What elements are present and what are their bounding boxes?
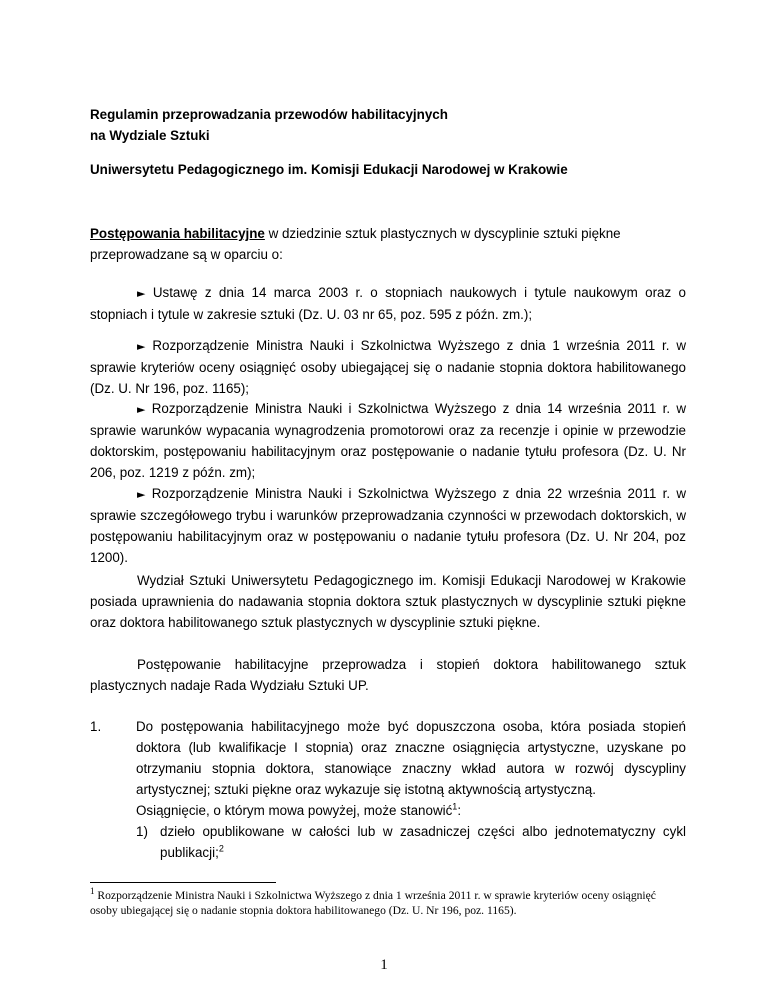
section-1-body: Do postępowania habilitacyjnego może być dopuszczona osoba, która posiada stopień doktora (lub kwalifikacje I stopnia) oraz znaczne osiągnięcia artystyczne, uzyskane po otrzymaniu stopnia doktora, stanowiące znaczny wkład autora w rozwój dyscypliny artystycznej; sztuki piękne oraz wykazuje się istotną aktywnością artystyczną. — [136, 719, 686, 797]
legal-basis-text: Rozporządzenie Ministra Nauki i Szkolnictwa Wyższego z dnia 22 września 2011 r. w sprawie szczegółowego trybu i warunków przeprowadzania czynności w przewodach doktorskich, w postępowaniu habilitacyjnym oraz w postępowaniu o nadanie tytułu profesora (Dz. U. Nr 204, poz 1200). — [90, 486, 686, 565]
legal-basis-item — [90, 282, 686, 325]
footnote-separator — [90, 882, 276, 883]
faculty-rights-paragraph: Wydział Sztuki Uniwersytetu Pedagogicznego im. Komisji Edukacji Narodowej w Krakowie posiada uprawnienia do nadawania stopnia doktora sztuk plastycznych w dyscyplinie sztuki piękne oraz doktora habilitowanego sztuk plastycznych w dyscyplinie sztuki piękne. — [90, 573, 686, 630]
achievement-intro: Osiągnięcie, o którym mowa powyżej, może stanowić$^1$: — [136, 801, 462, 818]
footnote-ref[interactable]: 2 — [218, 843, 224, 854]
intro-text: w dziedzinie sztuk plastycznych w dyscyplinie sztuki piękne przeprowadzane są w oparciu o: — [90, 226, 621, 262]
legal-basis-text: Rozporządzenie Ministra Nauki i Szkolnictwa Wyższego z dnia 14 września 2011 r. w sprawie warunków wypacania wynagrodzenia promotorowi oraz za recenzje i opinie w przewodzie doktorskim, postępowaniu habilitacyjnym oraz postępowanie o nadanie tytułu profesora (Dz. U. Nr 206, poz. 1219 z późn. zm); — [90, 401, 686, 480]
item-number: 1) — [136, 824, 148, 839]
bullet-arrow-icon: ► — [137, 403, 146, 416]
footnote-text: Rozporządzenie Ministra Nauki i Szkolnictwa Wyższego z dnia 1 września 2011 r. w sprawie kryteriów oceny osiągnięć osoby ubiegającej się o nadanie stopnia doktora habilitowanego (Dz. U. Nr 196, poz. 1165). — [90, 889, 656, 917]
footnote-ref[interactable]: 1 — [452, 801, 458, 812]
title-line-2: na Wydziale Sztuki — [90, 128, 210, 143]
section-1-text — [136, 716, 686, 821]
document-title — [90, 104, 686, 146]
legal-basis-text: Rozporządzenie Ministra Nauki i Szkolnictwa Wyższego z dnia 1 września 2011 r. w sprawie kryteriów oceny osiągnięć osoby ubiegającej się o nadanie stopnia doktora habilitowanego (Dz. U. Nr 196, poz. 1165); — [90, 338, 686, 396]
page-number: 1 — [380, 957, 388, 973]
legal-basis-item — [90, 335, 686, 399]
legal-basis-item — [90, 483, 686, 568]
intro-bold-lead: Postępowania habilitacyjne — [90, 226, 265, 241]
bullet-arrow-icon: ► — [137, 340, 146, 353]
achievement-item — [136, 821, 686, 863]
footnote — [90, 888, 686, 918]
bullet-arrow-icon: ► — [137, 287, 146, 300]
habilitation-conducted-paragraph: Postępowanie habilitacyjne przeprowadza i stopień doktora habilitowanego sztuk plastycznych nadaje Rada Wydziału Sztuki UP. — [90, 657, 686, 693]
bullet-arrow-icon: ► — [137, 488, 146, 501]
item-text: dzieło opublikowane w całości lub w zasadniczej części albo jednotematyczny cykl publikacji; — [160, 824, 686, 860]
legal-basis-item — [90, 398, 686, 483]
legal-basis-text: Ustawę z dnia 14 marca 2003 r. o stopniach naukowych i tytule naukowym oraz o stopniach i tytule w zakresie sztuki (Dz. U. 03 nr 65, poz. 595 z późn. zm.); — [90, 285, 686, 322]
title-line-1: Regulamin przeprowadzania przewodów habilitacyjnych — [90, 107, 448, 122]
footnote-number: 1 — [90, 886, 95, 897]
university-name: Uniwersytetu Pedagogicznego im. Komisji Edukacji Narodowej w Krakowie — [90, 162, 568, 177]
section-number: 1. — [90, 719, 102, 734]
intro-paragraph — [90, 223, 686, 265]
